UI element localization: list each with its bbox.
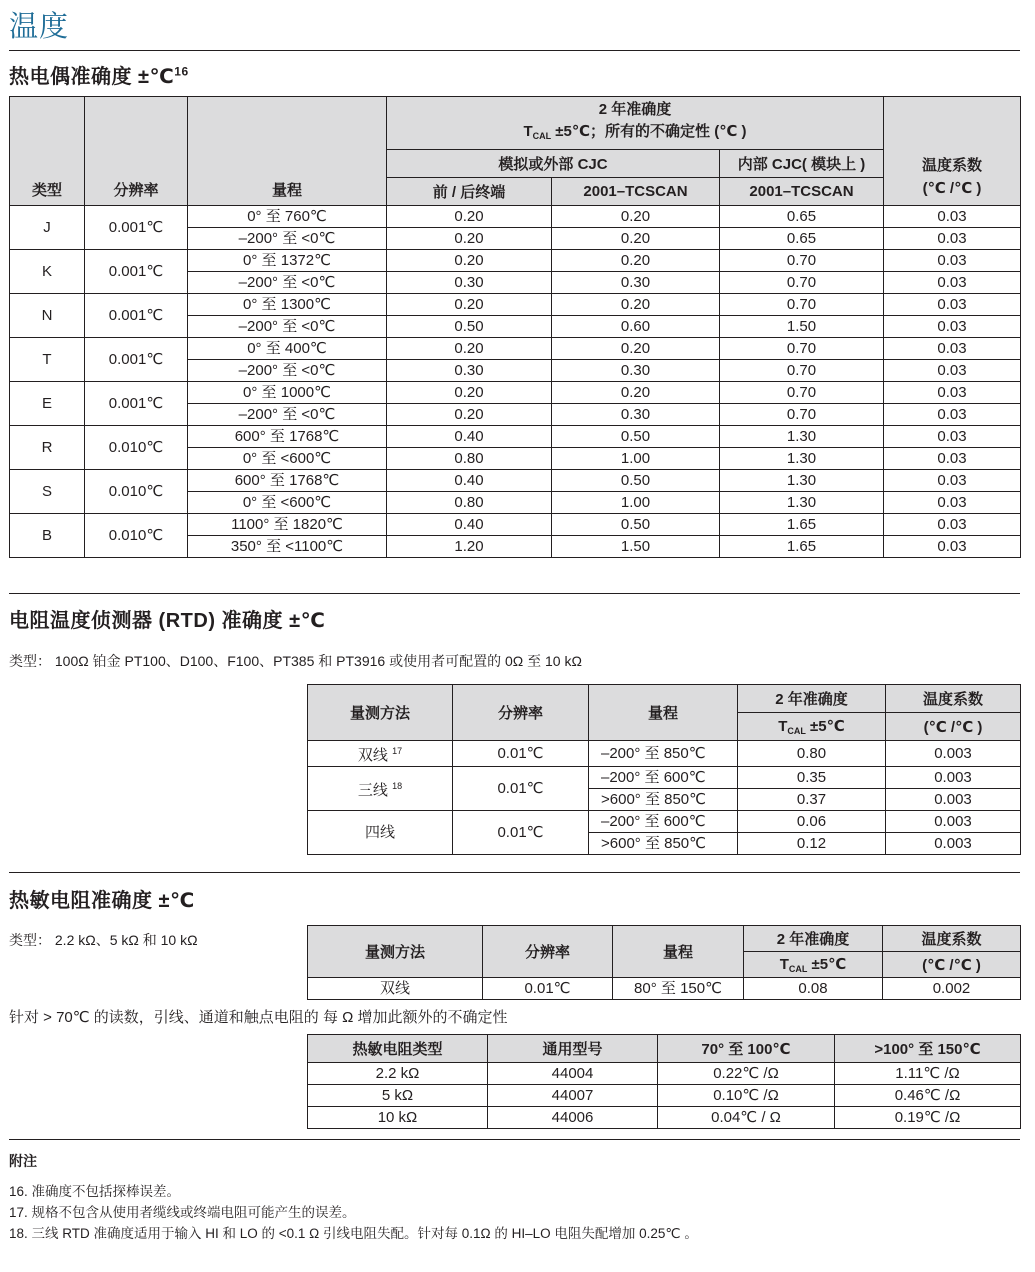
cell-tcscan-b: 1.30 [720, 492, 884, 514]
cell-range: 350° 至 <1100℃ [188, 536, 387, 558]
cell-type: T [10, 338, 85, 382]
cell-tcscan-b: 0.70 [720, 382, 884, 404]
cell-type: R [10, 426, 85, 470]
cell-tcscan-a: 0.30 [552, 404, 720, 426]
footnote-ref: 17 [392, 746, 403, 756]
cell-resolution: 0.01℃ [453, 767, 589, 811]
table-row [10, 382, 1021, 404]
col-header-range: 量程 [589, 685, 738, 741]
cell-70-100: 0.22℃ /Ω [658, 1063, 835, 1085]
cell-tcscan-a: 0.20 [552, 338, 720, 360]
cell-range: –200° 至 <0℃ [188, 360, 387, 382]
divider [9, 593, 1020, 594]
cell-method: 双线 [308, 978, 483, 1000]
cell-front-rear: 0.40 [387, 426, 552, 448]
table-row [308, 1107, 1021, 1129]
accuracy-label: 2 年准确度 [598, 101, 672, 118]
col-header-tempco: 温度系数 [886, 685, 1021, 713]
cell-tempco: 0.03 [884, 470, 1021, 492]
cell-front-rear: 0.20 [387, 294, 552, 316]
cell-model: 44007 [488, 1085, 658, 1107]
cell-resolution: 0.010℃ [85, 470, 188, 514]
cell-resolution: 0.001℃ [85, 338, 188, 382]
cell-tcscan-b: 0.70 [720, 338, 884, 360]
divider [9, 872, 1020, 873]
cell-range: 0° 至 1372℃ [188, 250, 387, 272]
col-header-accuracy [387, 97, 884, 150]
cell-tcscan-b: 0.70 [720, 360, 884, 382]
table-row [10, 470, 1021, 492]
cell-tcscan-a: 0.30 [552, 360, 720, 382]
cell-tempco: 0.03 [884, 228, 1021, 250]
col-header-resolution: 分辨率 [453, 685, 589, 741]
cell-tcscan-a: 0.20 [552, 382, 720, 404]
cell-tcscan-b: 1.30 [720, 426, 884, 448]
cell-range: –200° 至 600℃ [589, 767, 738, 789]
col-header-thermistor-type: 热敏电阻类型 [308, 1035, 488, 1063]
cell-front-rear: 0.20 [387, 228, 552, 250]
cell-100-150: 0.19℃ /Ω [835, 1107, 1021, 1129]
cell-front-rear: 0.30 [387, 360, 552, 382]
cell-tcscan-b: 0.70 [720, 250, 884, 272]
thermocouple-title-text: 热电偶准确度 ±℃ [9, 66, 175, 88]
cell-tempco: 0.003 [886, 767, 1021, 789]
cell-range: 0° 至 <600℃ [188, 492, 387, 514]
cell-tempco: 0.03 [884, 206, 1021, 228]
thermistor-extra-table [307, 1034, 1021, 1129]
cell-front-rear: 0.80 [387, 492, 552, 514]
page-title: 温度 [9, 11, 70, 43]
cell-tcscan-a: 1.00 [552, 492, 720, 514]
cell-70-100: 0.10℃ /Ω [658, 1085, 835, 1107]
cell-resolution: 0.010℃ [85, 426, 188, 470]
col-header-type: 类型 [10, 97, 85, 206]
cell-100-150: 0.46℃ /Ω [835, 1085, 1021, 1107]
rtd-title: 电阻温度侦测器 (RTD) 准确度 ±℃ [9, 610, 326, 632]
cell-front-rear: 0.20 [387, 404, 552, 426]
cell-tcscan-b: 0.70 [720, 272, 884, 294]
cell-model: 44006 [488, 1107, 658, 1129]
cell-tempco: 0.03 [884, 514, 1021, 536]
cell-tcscan-a: 0.30 [552, 272, 720, 294]
cell-thermistor-type: 10 kΩ [308, 1107, 488, 1129]
cell-front-rear: 0.50 [387, 316, 552, 338]
cell-tcscan-b: 1.65 [720, 536, 884, 558]
cell-tcscan-b: 0.65 [720, 228, 884, 250]
cell-resolution: 0.010℃ [85, 514, 188, 558]
cell-range: –200° 至 850℃ [589, 741, 738, 767]
cell-range: >600° 至 850℃ [589, 789, 738, 811]
cell-model: 44004 [488, 1063, 658, 1085]
cell-range: >600° 至 850℃ [589, 833, 738, 855]
col-header-tcscan-b: 2001–TCSCAN [720, 178, 884, 206]
col-header-70-100: 70° 至 100℃ [658, 1035, 835, 1063]
cell-range: 1100° 至 1820℃ [188, 514, 387, 536]
cell-tcscan-b: 0.70 [720, 294, 884, 316]
table-row [10, 338, 1021, 360]
cell-accuracy: 0.12 [738, 833, 886, 855]
col-header-front-rear: 前 / 后终端 [387, 178, 552, 206]
cell-range: 80° 至 150℃ [613, 978, 744, 1000]
cell-tempco: 0.03 [884, 360, 1021, 382]
cell-tcscan-b: 0.65 [720, 206, 884, 228]
cell-tcscan-b: 1.30 [720, 470, 884, 492]
cell-method: 四线 [308, 811, 453, 855]
cell-type: E [10, 382, 85, 426]
col-header-range: 量程 [613, 926, 744, 978]
cell-accuracy: 0.35 [738, 767, 886, 789]
col-header-method: 量测方法 [308, 685, 453, 741]
col-header-tcal: $T_{CAL}$ ±5℃ [738, 713, 886, 741]
cell-range: –200° 至 <0℃ [188, 404, 387, 426]
cell-front-rear: 0.20 [387, 206, 552, 228]
table-row [308, 811, 1021, 833]
table-row [308, 1063, 1021, 1085]
col-header-tempco-unit: (℃ /℃ ) [883, 952, 1021, 978]
cell-method: 三线 $^{18}$ [308, 767, 453, 811]
cell-tempco: 0.003 [886, 789, 1021, 811]
table-row [308, 767, 1021, 789]
thermistor-table [307, 925, 1021, 1000]
table-row [10, 294, 1021, 316]
cell-type: S [10, 470, 85, 514]
cell-accuracy: 0.80 [738, 741, 886, 767]
col-header-resolution: 分辨率 [483, 926, 613, 978]
cell-100-150: 1.11℃ /Ω [835, 1063, 1021, 1085]
footnote-ref: 16 [174, 64, 189, 79]
cell-range: 0° 至 400℃ [188, 338, 387, 360]
cell-resolution: 0.001℃ [85, 206, 188, 250]
cell-tcscan-a: 0.50 [552, 426, 720, 448]
table-row [308, 978, 1021, 1000]
cell-range: 600° 至 1768℃ [188, 470, 387, 492]
cell-front-rear: 0.20 [387, 338, 552, 360]
cell-tcscan-b: 1.30 [720, 448, 884, 470]
note-16: 16. 准确度不包括探棒误差。 [9, 1184, 181, 1199]
cell-resolution: 0.01℃ [453, 741, 589, 767]
cell-type: N [10, 294, 85, 338]
col-header-tempco: 温度系数 (℃ /℃ ) [884, 97, 1021, 206]
cell-tcscan-a: 0.50 [552, 470, 720, 492]
cell-tcscan-a: 0.20 [552, 294, 720, 316]
thermocouple-table [9, 96, 1021, 558]
cell-accuracy: 0.06 [738, 811, 886, 833]
cell-range: –200° 至 <0℃ [188, 228, 387, 250]
cell-70-100: 0.04℃ / Ω [658, 1107, 835, 1129]
cell-front-rear: 0.20 [387, 382, 552, 404]
col-header-100-150: >100° 至 150℃ [835, 1035, 1021, 1063]
table-row [10, 250, 1021, 272]
cell-resolution: 0.001℃ [85, 250, 188, 294]
cell-tempco: 0.03 [884, 448, 1021, 470]
cell-tcscan-a: 0.50 [552, 514, 720, 536]
cell-accuracy: 0.08 [744, 978, 883, 1000]
cell-range: 0° 至 1300℃ [188, 294, 387, 316]
cell-range: –200° 至 <0℃ [188, 316, 387, 338]
col-header-range: 量程 [188, 97, 387, 206]
cell-range: 0° 至 760℃ [188, 206, 387, 228]
cell-resolution: 0.001℃ [85, 382, 188, 426]
notes-heading: 附注 [9, 1153, 37, 1169]
cell-tempco: 0.03 [884, 382, 1021, 404]
col-header-resolution: 分辨率 [85, 97, 188, 206]
cell-tcscan-b: 1.65 [720, 514, 884, 536]
cell-accuracy: 0.37 [738, 789, 886, 811]
cell-type: B [10, 514, 85, 558]
cell-tempco: 0.003 [886, 741, 1021, 767]
cell-tempco: 0.03 [884, 338, 1021, 360]
cell-tempco: 0.03 [884, 294, 1021, 316]
col-header-tempco-unit: (℃ /℃ ) [886, 713, 1021, 741]
cell-range: 0° 至 1000℃ [188, 382, 387, 404]
cell-tcscan-a: 0.20 [552, 228, 720, 250]
cell-thermistor-type: 5 kΩ [308, 1085, 488, 1107]
table-row [308, 741, 1021, 767]
table-row [10, 426, 1021, 448]
cell-tempco: 0.03 [884, 536, 1021, 558]
cell-range: 600° 至 1768℃ [188, 426, 387, 448]
table-row [10, 514, 1021, 536]
cell-front-rear: 0.30 [387, 272, 552, 294]
cell-front-rear: 0.80 [387, 448, 552, 470]
cell-tempco: 0.002 [883, 978, 1021, 1000]
cell-tempco: 0.03 [884, 272, 1021, 294]
cell-resolution: 0.01℃ [453, 811, 589, 855]
cell-tcscan-a: 0.20 [552, 250, 720, 272]
thermistor-title: 热敏电阻准确度 ±℃ [9, 890, 195, 912]
footnote-ref: 18 [392, 781, 403, 791]
rtd-type-line: 类型： 100Ω 铂金 PT100、D100、F100、PT385 和 PT3916 或使用者可配置的 0Ω 至 10 kΩ [9, 653, 582, 669]
cell-tempco: 0.03 [884, 492, 1021, 514]
col-header-analog-cjc: 模拟或外部 CJC [387, 150, 720, 178]
cell-method: 双线 $^{17}$ [308, 741, 453, 767]
cell-tcscan-a: 1.50 [552, 536, 720, 558]
cell-tcscan-a: 0.20 [552, 206, 720, 228]
cell-front-rear: 1.20 [387, 536, 552, 558]
cell-resolution: 0.01℃ [483, 978, 613, 1000]
col-header-model: 通用型号 [488, 1035, 658, 1063]
cell-tempco: 0.03 [884, 426, 1021, 448]
col-header-tempco: 温度系数 [883, 926, 1021, 952]
cell-front-rear: 0.40 [387, 470, 552, 492]
cell-type: J [10, 206, 85, 250]
note-17: 17. 规格不包含从使用者缆线或终端电阻可能产生的误差。 [9, 1205, 356, 1220]
cell-tempco: 0.03 [884, 250, 1021, 272]
cell-tempco: 0.003 [886, 811, 1021, 833]
cell-thermistor-type: 2.2 kΩ [308, 1063, 488, 1085]
cell-tcscan-a: 0.60 [552, 316, 720, 338]
cell-tcscan-a: 1.00 [552, 448, 720, 470]
cell-tempco: 0.03 [884, 404, 1021, 426]
cell-resolution: 0.001℃ [85, 294, 188, 338]
cell-front-rear: 0.40 [387, 514, 552, 536]
col-header-tcal: $T_{CAL}$ ±5℃ [744, 952, 883, 978]
col-header-method: 量测方法 [308, 926, 483, 978]
col-header-accuracy: 2 年准确度 [738, 685, 886, 713]
divider [9, 50, 1020, 51]
cell-range: 0° 至 <600℃ [188, 448, 387, 470]
cell-tempco: 0.003 [886, 833, 1021, 855]
cell-type: K [10, 250, 85, 294]
cell-range: –200° 至 600℃ [589, 811, 738, 833]
note-18: 18. 三线 RTD 准确度适用于输入 HI 和 LO 的 <0.1 Ω 引线电阻失配。针对每 0.1Ω 的 HI–LO 电阻失配增加 0.25℃ 。 [9, 1226, 698, 1241]
extra-uncertainty-line: 针对 > 70℃ 的读数，引线、通道和触点电阻的 每 Ω 增加此额外的不确定性 [9, 1009, 508, 1026]
cell-tempco: 0.03 [884, 316, 1021, 338]
cell-tcscan-b: 0.70 [720, 404, 884, 426]
cell-front-rear: 0.20 [387, 250, 552, 272]
cell-tcscan-b: 1.50 [720, 316, 884, 338]
table-row [308, 1085, 1021, 1107]
col-header-tcscan-a: 2001–TCSCAN [552, 178, 720, 206]
thermocouple-title [9, 60, 189, 89]
divider [9, 1139, 1020, 1140]
cell-range: –200° 至 <0℃ [188, 272, 387, 294]
col-header-internal-cjc: 内部 CJC( 模块上 ) [720, 150, 884, 178]
tcal-label: $T_{CAL}$ ±5℃；所有的不确定性 (℃ ) [523, 123, 747, 141]
table-row [10, 206, 1021, 228]
rtd-table [307, 684, 1021, 855]
col-header-accuracy: 2 年准确度 [744, 926, 883, 952]
thermistor-type-line: 类型： 2.2 kΩ、5 kΩ 和 10 kΩ [9, 932, 198, 948]
